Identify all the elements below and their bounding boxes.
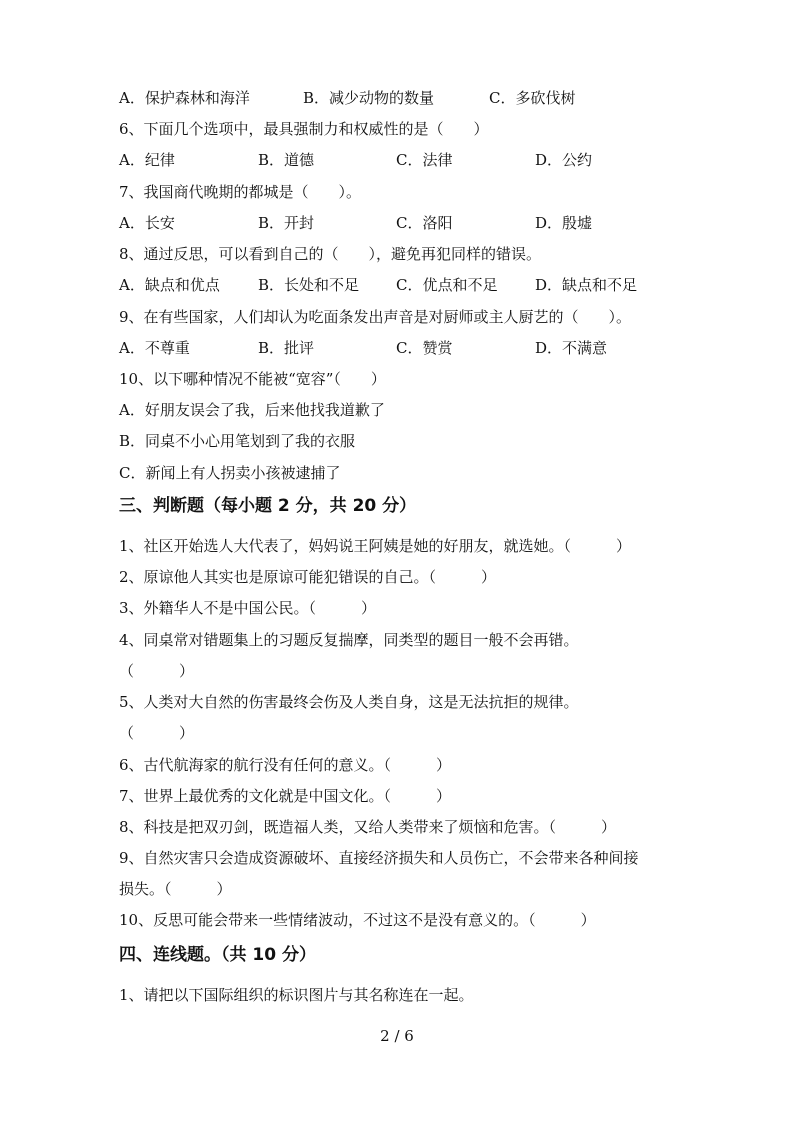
q9-option-d: D．不满意: [535, 339, 608, 357]
q9-stem: 9、在有些国家，人们却认为吃面条发出声音是对厨师或主人厨艺的（ ）。: [119, 308, 632, 326]
q10-option-c: C．新闻上有人拐卖小孩被逮捕了: [119, 464, 341, 482]
judge-item-10: 10、反思可能会带来一些情绪波动，不过这不是没有意义的。（ ）: [119, 911, 596, 929]
q8-option-d: D．缺点和不足: [535, 276, 638, 294]
q9-option-c: C．赞赏: [396, 339, 453, 357]
q8-option-a: A．缺点和优点: [119, 276, 220, 294]
judge-item-3: 3、外籍华人不是中国公民。（ ）: [119, 599, 377, 617]
q7-option-b: B．开封: [258, 214, 315, 232]
q8-option-c: C．优点和不足: [396, 276, 498, 294]
judge-item-1: 1、社区开始选人大代表了，妈妈说王阿姨是她的好朋友，就选她。（ ）: [119, 537, 632, 555]
judge-item-7: 7、世界上最优秀的文化就是中国文化。（ ）: [119, 787, 452, 805]
q10-option-a: A．好朋友误会了我，后来他找我道歉了: [119, 401, 385, 419]
q6-option-d: D．公约: [535, 151, 593, 169]
judge-item-4-bracket: （ ）: [119, 662, 195, 680]
page-number: 2 / 6: [380, 1027, 414, 1045]
q8-stem: 8、通过反思，可以看到自己的（ ），避免再犯同样的错误。: [119, 245, 542, 263]
q7-option-a: A．长安: [119, 214, 175, 232]
judge-item-8: 8、科技是把双刃剑，既造福人类，又给人类带来了烦恼和危害。（ ）: [119, 818, 617, 836]
q7-option-c: C．洛阳: [396, 214, 453, 232]
q7-option-d: D．殷墟: [535, 214, 593, 232]
judge-item-9-cont: 损失。（ ）: [119, 880, 232, 898]
matching-item-1: 1、请把以下国际组织的标识图片与其名称连在一起。: [119, 986, 474, 1004]
q9-option-a: A．不尊重: [119, 339, 190, 357]
q6-option-b: B．道德: [258, 151, 315, 169]
q5-option-b: B．减少动物的数量: [303, 89, 435, 107]
q6-stem: 6、下面几个选项中，最具强制力和权威性的是（ ）: [119, 120, 489, 138]
judge-item-5: 5、人类对大自然的伤害最终会伤及人类自身，这是无法抗拒的规律。: [119, 693, 579, 711]
q9-option-b: B．批评: [258, 339, 315, 357]
q6-option-a: A．纪律: [119, 151, 175, 169]
q5-option-a: A．保护森林和海洋: [119, 89, 250, 107]
q10-option-b: B．同桌不小心用笔划到了我的衣服: [119, 432, 356, 450]
section-4-heading: 四、连线题。（共 10 分）: [119, 945, 316, 965]
judge-item-9: 9、自然灾害只会造成资源破坏、直接经济损失和人员伤亡，不会带来各种间接: [119, 849, 639, 867]
judge-item-5-bracket: （ ）: [119, 724, 195, 742]
q7-stem: 7、我国商代晚期的都城是（ ）。: [119, 183, 362, 201]
judge-item-4: 4、同桌常对错题集上的习题反复揣摩，同类型的题目一般不会再错。: [119, 631, 579, 649]
judge-item-6: 6、古代航海家的航行没有任何的意义。（ ）: [119, 756, 452, 774]
q10-stem: 10、以下哪种情况不能被“宽容”（ ）: [119, 370, 386, 388]
section-3-heading: 三、判断题（每小题 2 分，共 20 分）: [119, 496, 417, 516]
q5-option-c: C．多砍伐树: [489, 89, 576, 107]
q6-option-c: C．法律: [396, 151, 453, 169]
q8-option-b: B．长处和不足: [258, 276, 360, 294]
judge-item-2: 2、原谅他人其实也是原谅可能犯错误的自己。（ ）: [119, 568, 497, 586]
